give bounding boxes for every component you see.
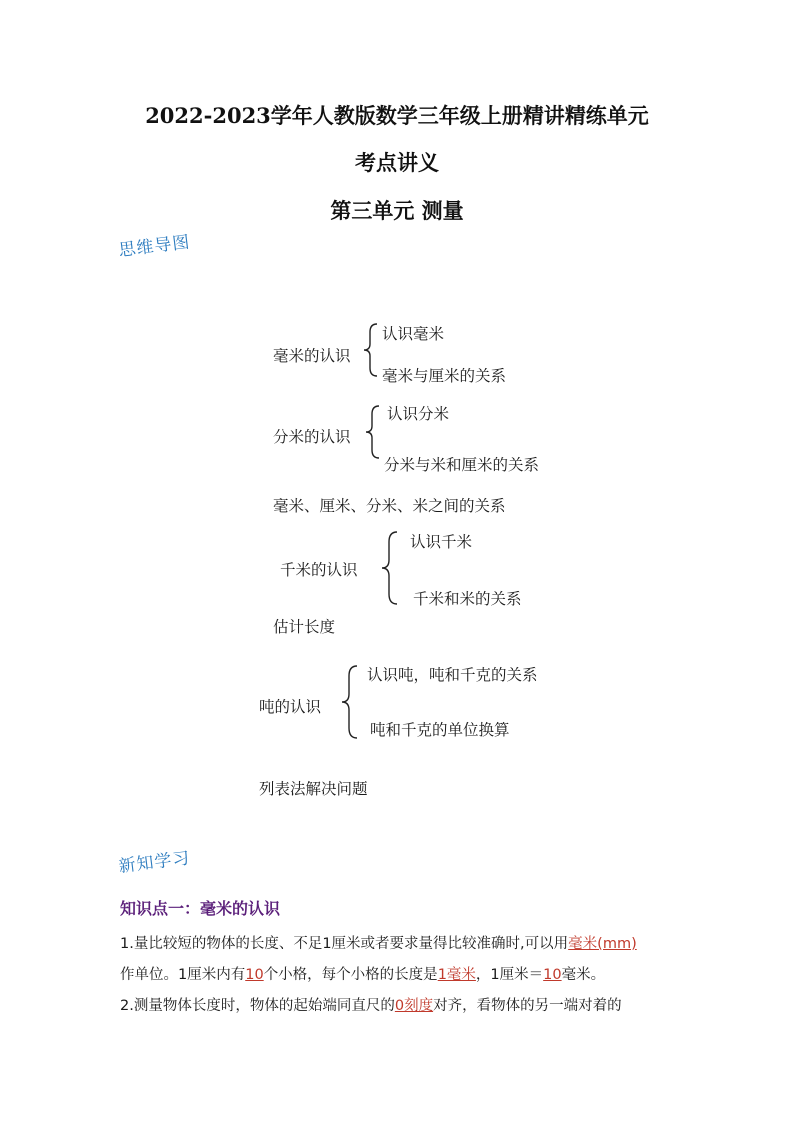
mind-map-root-km: 千米的认识: [280, 561, 358, 579]
text-run: 对齐，看物体的另一端对着的: [433, 998, 622, 1014]
text-run: 个小格，每个小格的长度是: [263, 967, 438, 983]
mind-map-leaf: 认识毫米: [382, 325, 445, 343]
key-term: 毫米(mm): [568, 936, 637, 952]
text-run: 1.量比较短的物体的长度、不足1厘米或者要求量得比较准确时,可以用: [120, 936, 569, 952]
doc-title-line1: 2022-2023学年人教版数学三年级上册精讲精练单元: [145, 103, 649, 128]
mind-map-root-ton: 吨的认识: [259, 698, 322, 716]
mind-map-root-dm: 分米的认识: [273, 428, 351, 446]
brace-icon: [340, 664, 360, 740]
key-term: 1毫米: [437, 967, 476, 983]
mind-map-leaf: 吨和千克的单位换算: [370, 721, 510, 739]
mind-map-root-mm: 毫米的认识: [273, 347, 351, 365]
text-run: 作单位。1厘米内有: [120, 967, 246, 983]
key-term: 0刻度: [394, 998, 434, 1014]
mind-map-leaf: 千米和米的关系: [413, 590, 522, 608]
text-run: ，1厘米＝: [475, 967, 544, 983]
knowledge-heading: 知识点一：毫米的认识: [120, 899, 281, 918]
brace-icon: [364, 404, 382, 460]
doc-title-line3: 第三单元 测量: [330, 198, 464, 223]
key-term: 10: [245, 967, 264, 983]
key-term: 10: [543, 967, 562, 983]
text-run: 2.测量物体长度时，物体的起始端同直尺的: [120, 998, 395, 1014]
text-run: 毫米。: [561, 967, 606, 983]
knowledge-para-line: [120, 963, 605, 984]
brace-icon: [362, 322, 380, 378]
mind-map-leaf: 认识分米: [387, 405, 450, 423]
mind-map-item: 毫米、厘米、分米、米之间的关系: [273, 497, 506, 515]
mind-map-item: 列表法解决问题: [259, 780, 368, 798]
mind-map-leaf: 分米与米和厘米的关系: [384, 456, 540, 474]
mind-map-leaf: 认识千米: [410, 533, 473, 551]
mind-map-item: 估计长度: [273, 618, 336, 636]
doc-title-line2: 考点讲义: [355, 150, 439, 175]
knowledge-para-line: [120, 932, 637, 953]
brace-icon: [380, 530, 400, 606]
mind-map-leaf: 毫米与厘米的关系: [382, 367, 507, 385]
new-learning-badge: 新知学习: [117, 848, 192, 877]
knowledge-para-line: [120, 994, 622, 1015]
mind-map-leaf: 认识吨，吨和千克的关系: [367, 666, 538, 684]
mind-map-badge: 思维导图: [117, 232, 192, 261]
